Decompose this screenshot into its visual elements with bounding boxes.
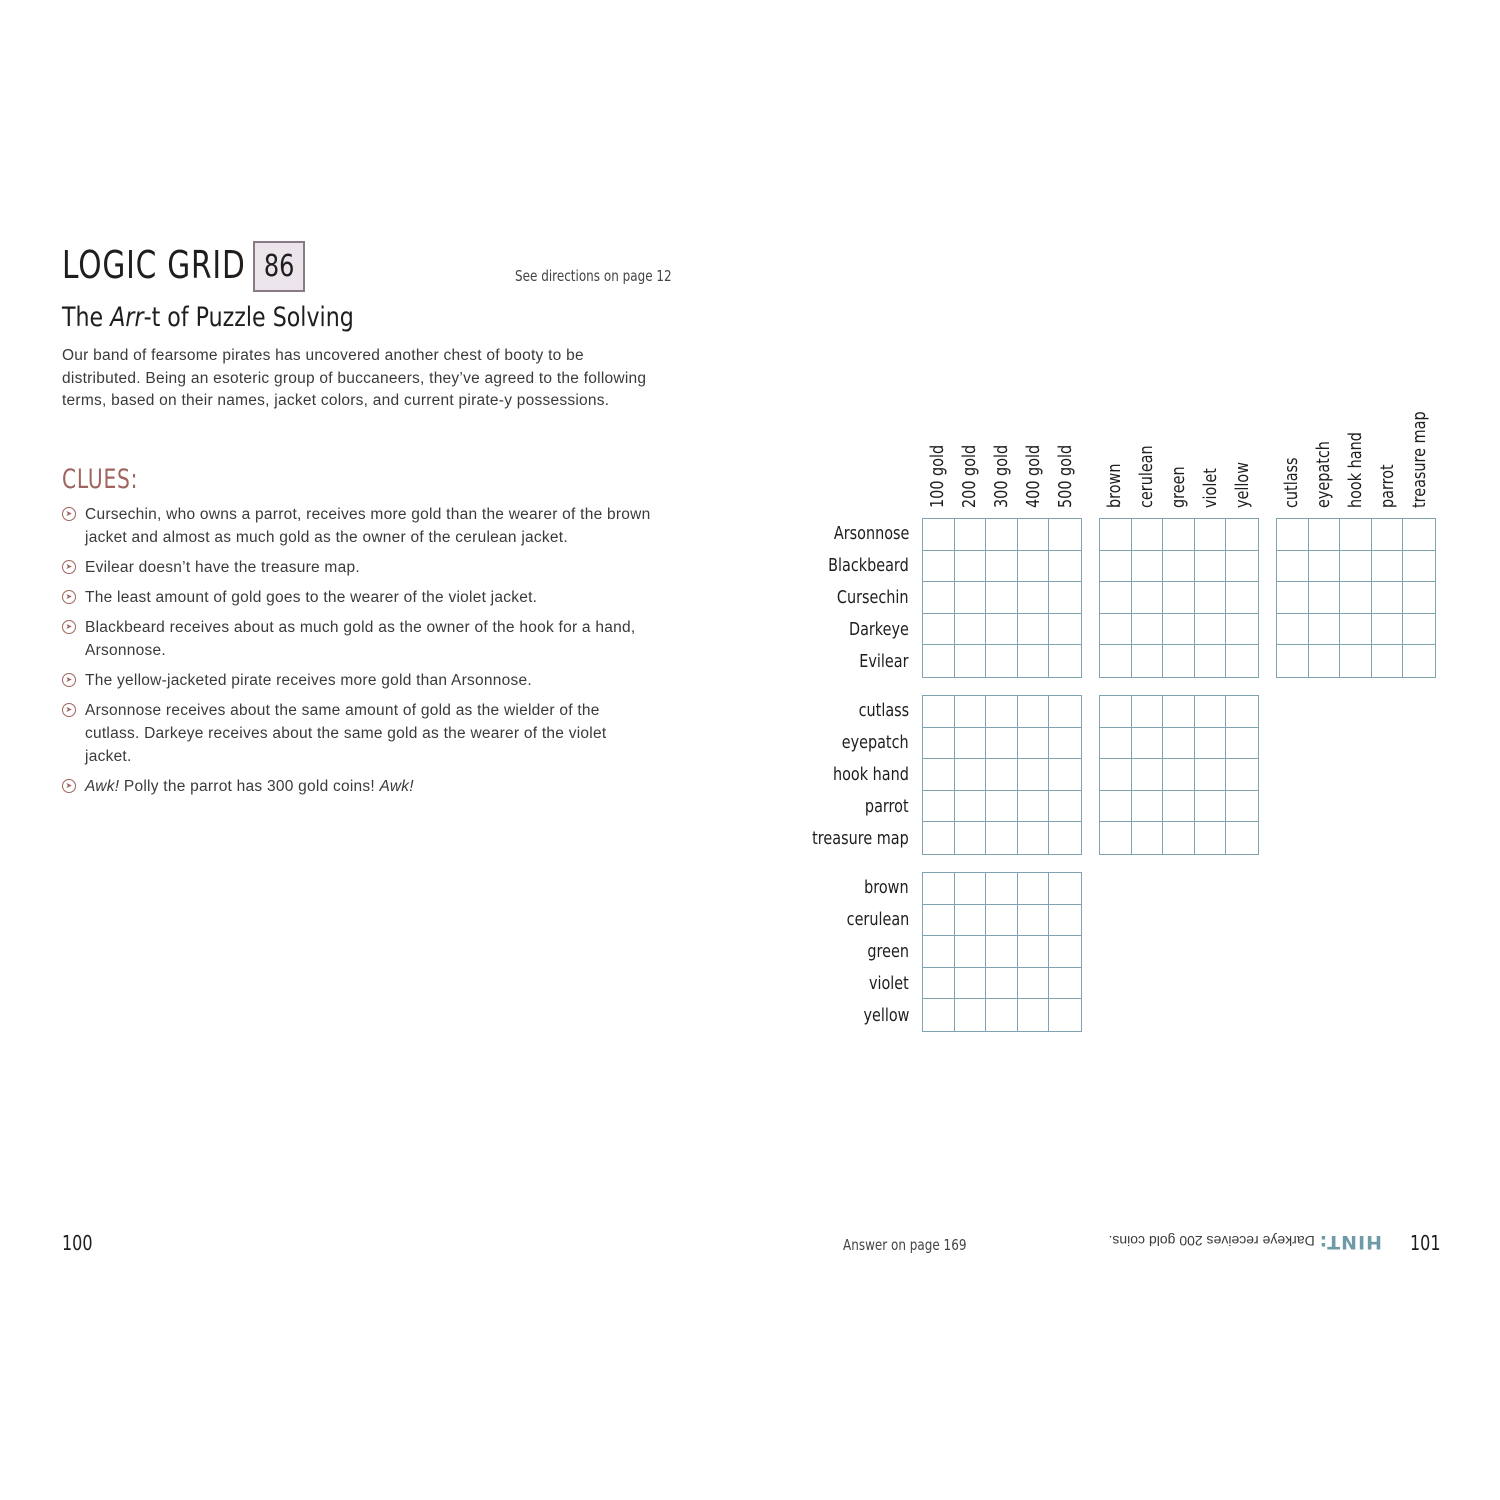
row-header [709, 936, 909, 968]
grid-cell[interactable] [1226, 696, 1258, 728]
clue-text: Cursechin, who owns a parrot, receives more gold than the wearer of the brown jacket and almost as much gold as the owner of the cerulean jacket. [85, 506, 651, 546]
arrow-bullet-icon: ➤ [62, 673, 76, 687]
grid-cell[interactable] [1195, 645, 1227, 677]
grid-cell[interactable] [1163, 728, 1195, 760]
grid-cell[interactable] [923, 519, 955, 551]
arrow-bullet-icon: ➤ [62, 703, 76, 717]
grid-cell[interactable] [1018, 999, 1050, 1031]
grid-cell[interactable] [1163, 791, 1195, 823]
grid-cell[interactable] [1049, 519, 1081, 551]
grid-cell[interactable] [986, 791, 1018, 823]
grid-cell[interactable] [1100, 614, 1132, 646]
grid-cell[interactable] [986, 614, 1018, 646]
grid-cell[interactable] [1049, 822, 1081, 854]
grid-cell[interactable] [1018, 728, 1050, 760]
row-header [709, 968, 909, 1000]
grid-cell[interactable] [1226, 582, 1258, 614]
clue-item [62, 587, 652, 610]
column-header [986, 388, 1018, 508]
grid-cell[interactable] [1163, 759, 1195, 791]
grid-cell[interactable] [1049, 968, 1081, 1000]
grid-cell[interactable] [986, 936, 1018, 968]
grid-cell[interactable] [1403, 551, 1435, 583]
grid-cell[interactable] [986, 999, 1018, 1031]
grid-cell[interactable] [1277, 614, 1309, 646]
grid-cell[interactable] [1195, 822, 1227, 854]
subtitle-italic: Arr [110, 302, 144, 333]
grid-cell[interactable] [1309, 645, 1341, 677]
grid-cell[interactable] [923, 968, 955, 1000]
row-header-text: cerulean [846, 909, 909, 930]
column-header-text: hook hand [1345, 432, 1366, 508]
grid-cell[interactable] [1018, 519, 1050, 551]
grid-cell[interactable] [955, 759, 987, 791]
grid-cell[interactable] [1403, 519, 1435, 551]
grid-cell[interactable] [1049, 936, 1081, 968]
grid-cell[interactable] [1049, 696, 1081, 728]
grid-cell[interactable] [1226, 645, 1258, 677]
grid-cell[interactable] [1372, 551, 1404, 583]
grid-cell[interactable] [1018, 645, 1050, 677]
row-header [709, 646, 909, 678]
grid-cell[interactable] [1403, 582, 1435, 614]
row-header [709, 582, 909, 614]
row-header [709, 550, 909, 582]
row-header-text: parrot [865, 796, 909, 817]
puzzle-subtitle [62, 302, 354, 333]
grid-cell[interactable] [1100, 696, 1132, 728]
grid-cell[interactable] [1195, 728, 1227, 760]
column-header-text: cutlass [1281, 457, 1302, 508]
row-header-text: violet [869, 973, 909, 994]
grid-cell[interactable] [986, 551, 1018, 583]
grid-cell[interactable] [1277, 519, 1309, 551]
column-header [1372, 388, 1404, 508]
column-header [1050, 388, 1082, 508]
grid-cell[interactable] [1195, 791, 1227, 823]
column-header-text: eyepatch [1313, 441, 1334, 508]
grid-cell[interactable] [1132, 614, 1164, 646]
column-header-text: violet [1200, 468, 1221, 508]
row-header-text: green [867, 941, 909, 962]
grid-cell[interactable] [923, 645, 955, 677]
grid-cell[interactable] [923, 728, 955, 760]
puzzle-title: LOGIC GRID [62, 243, 246, 287]
row-header-text: hook hand [833, 764, 909, 785]
row-header-text: yellow [863, 1005, 909, 1026]
grid-cell[interactable] [1100, 519, 1132, 551]
grid-cell[interactable] [986, 645, 1018, 677]
grid-cell[interactable] [1132, 759, 1164, 791]
grid-block-row-items-x-colors [1099, 695, 1259, 855]
grid-cell[interactable] [1018, 551, 1050, 583]
clue-item [62, 670, 652, 693]
clue-text: Arsonnose receives about the same amount of gold as the wielder of the cutlass. Darkeye receives about the same gold as the wearer of the violet jacket. [85, 702, 607, 765]
grid-cell[interactable] [955, 519, 987, 551]
right-page-number: 101 [1410, 1231, 1441, 1255]
grid-cell[interactable] [1340, 582, 1372, 614]
grid-cell[interactable] [1195, 696, 1227, 728]
grid-cell[interactable] [1049, 873, 1081, 905]
column-header-text: 500 gold [1055, 444, 1076, 508]
grid-cell[interactable] [986, 728, 1018, 760]
grid-cell[interactable] [955, 614, 987, 646]
clue-text: Polly the parrot has 300 gold coins! [119, 778, 380, 796]
grid-cell[interactable] [1372, 519, 1404, 551]
column-header [1195, 388, 1227, 508]
grid-cell[interactable] [1163, 822, 1195, 854]
grid-cell[interactable] [923, 822, 955, 854]
grid-cell[interactable] [1049, 905, 1081, 937]
grid-cell[interactable] [1100, 759, 1132, 791]
grid-cell[interactable] [1403, 645, 1435, 677]
grid-cell[interactable] [1049, 791, 1081, 823]
grid-cell[interactable] [1018, 822, 1050, 854]
upside-down-hint [1108, 1231, 1382, 1253]
column-header-text: 400 gold [1023, 444, 1044, 508]
column-header [1131, 388, 1163, 508]
grid-block-pirates-x-items [1276, 518, 1436, 678]
grid-cell[interactable] [955, 905, 987, 937]
grid-cell[interactable] [1340, 519, 1372, 551]
column-header [1276, 388, 1308, 508]
clue-text: Evilear doesn’t have the treasure map. [85, 558, 360, 576]
grid-cell[interactable] [1018, 968, 1050, 1000]
column-header-text: 300 gold [991, 444, 1012, 508]
grid-cell[interactable] [923, 696, 955, 728]
grid-cell[interactable] [1372, 614, 1404, 646]
grid-cell[interactable] [1309, 614, 1341, 646]
grid-cell[interactable] [1018, 936, 1050, 968]
grid-cell[interactable] [1100, 645, 1132, 677]
column-header [1099, 388, 1131, 508]
left-page-number: 100 [62, 1231, 93, 1255]
grid-block-pirates-x-colors [1099, 518, 1259, 678]
subtitle-end: -t of Puzzle Solving [143, 302, 354, 333]
grid-cell[interactable] [923, 999, 955, 1031]
grid-cell[interactable] [1340, 551, 1372, 583]
clue-list [62, 504, 652, 806]
puzzle-number-badge [253, 241, 305, 292]
grid-cell[interactable] [955, 645, 987, 677]
grid-cell[interactable] [955, 728, 987, 760]
grid-cell[interactable] [1049, 582, 1081, 614]
column-header-text: cerulean [1136, 445, 1157, 508]
grid-cell[interactable] [1372, 582, 1404, 614]
grid-cell[interactable] [1226, 728, 1258, 760]
clue-item [62, 557, 652, 580]
row-header-text: Blackbeard [828, 555, 909, 576]
grid-cell[interactable] [1049, 614, 1081, 646]
grid-cell[interactable] [1132, 645, 1164, 677]
grid-cell[interactable] [1100, 582, 1132, 614]
column-header [1227, 388, 1259, 508]
grid-cell[interactable] [1277, 582, 1309, 614]
grid-cell[interactable] [955, 551, 987, 583]
row-header-text: Darkeye [849, 619, 909, 640]
grid-cell[interactable] [1226, 791, 1258, 823]
grid-cell[interactable] [1195, 582, 1227, 614]
intro-paragraph: Our band of fearsome pirates has uncovered another chest of booty to be distributed. Being an esoteric group of buccaneers, they’ve agreed to the following terms, based on their names, jacket colors, and current pirate-y possessions. [62, 347, 647, 410]
grid-cell[interactable] [1277, 645, 1309, 677]
row-header-text: brown [864, 877, 909, 898]
grid-cell[interactable] [986, 582, 1018, 614]
grid-cell[interactable] [1132, 822, 1164, 854]
column-header [954, 388, 986, 508]
subtitle-start: The [62, 302, 111, 333]
clue-text: Blackbeard receives about as much gold as the owner of the hook for a hand, Arsonnose. [85, 619, 636, 660]
row-header [709, 904, 909, 936]
grid-cell[interactable] [1049, 645, 1081, 677]
arrow-bullet-icon: ➤ [62, 560, 76, 574]
row-header [709, 518, 909, 550]
row-header [709, 823, 909, 855]
column-header [1308, 388, 1340, 508]
grid-cell[interactable] [923, 551, 955, 583]
grid-cell[interactable] [923, 873, 955, 905]
row-header-text: Evilear [859, 651, 909, 672]
column-header-text: brown [1104, 463, 1125, 508]
grid-cell[interactable] [955, 999, 987, 1031]
grid-cell[interactable] [1226, 519, 1258, 551]
column-header-text: yellow [1232, 462, 1253, 508]
grid-block-pirates-x-gold [922, 518, 1082, 678]
grid-cell[interactable] [1132, 696, 1164, 728]
column-header-text: treasure map [1409, 411, 1430, 508]
clue-text: The yellow-jacketed pirate receives more gold than Arsonnose. [85, 672, 532, 690]
grid-cell[interactable] [1226, 551, 1258, 583]
arrow-bullet-icon: ➤ [62, 590, 76, 604]
grid-cell[interactable] [1226, 614, 1258, 646]
grid-cell[interactable] [955, 582, 987, 614]
grid-cell[interactable] [1018, 759, 1050, 791]
row-header [709, 614, 909, 646]
grid-cell[interactable] [1049, 551, 1081, 583]
column-header [1163, 388, 1195, 508]
row-header [709, 727, 909, 759]
clue-item [62, 700, 652, 768]
grid-block-row-items-x-gold [922, 695, 1082, 855]
row-header [709, 791, 909, 823]
grid-cell[interactable] [923, 759, 955, 791]
grid-cell[interactable] [1132, 582, 1164, 614]
clue-text-italic: Awk! [85, 778, 120, 796]
grid-cell[interactable] [1309, 551, 1341, 583]
grid-cell[interactable] [1163, 551, 1195, 583]
grid-cell[interactable] [986, 696, 1018, 728]
grid-cell[interactable] [923, 936, 955, 968]
clue-item [62, 617, 652, 662]
grid-cell[interactable] [1018, 614, 1050, 646]
grid-cell[interactable] [1403, 614, 1435, 646]
column-header [922, 388, 954, 508]
grid-cell[interactable] [1340, 614, 1372, 646]
grid-cell[interactable] [1195, 551, 1227, 583]
grid-cell[interactable] [1018, 582, 1050, 614]
grid-cell[interactable] [1195, 614, 1227, 646]
clue-text: The least amount of gold goes to the wearer of the violet jacket. [85, 589, 538, 607]
grid-cell[interactable] [986, 759, 1018, 791]
arrow-bullet-icon: ➤ [62, 507, 76, 521]
grid-cell[interactable] [1372, 645, 1404, 677]
column-header [1340, 388, 1372, 508]
grid-cell[interactable] [923, 905, 955, 937]
row-header-text: Arsonnose [833, 523, 909, 544]
clue-text-italic: Awk! [379, 778, 414, 796]
grid-cell[interactable] [1100, 791, 1132, 823]
clue-item [62, 776, 652, 799]
row-header-text: cutlass [858, 700, 909, 721]
arrow-bullet-icon: ➤ [62, 779, 76, 793]
column-header [1018, 388, 1050, 508]
grid-cell[interactable] [1163, 614, 1195, 646]
grid-cell[interactable] [1100, 551, 1132, 583]
column-header [1404, 388, 1436, 508]
grid-cell[interactable] [1226, 822, 1258, 854]
grid-cell[interactable] [1309, 519, 1341, 551]
grid-cell[interactable] [1100, 822, 1132, 854]
answer-note: Answer on page 169 [843, 1236, 967, 1254]
grid-block-row-colors-x-gold [922, 872, 1082, 1032]
grid-cell[interactable] [955, 936, 987, 968]
clues-heading: CLUES: [62, 464, 139, 495]
column-header-text: 100 gold [927, 444, 948, 508]
column-header-text: parrot [1377, 464, 1398, 508]
row-header [709, 872, 909, 904]
grid-cell[interactable] [1132, 791, 1164, 823]
hint-text: Darkeye receives 200 gold coins. [1108, 1233, 1315, 1249]
directions-note: See directions on page 12 [515, 267, 672, 285]
arrow-bullet-icon: ➤ [62, 620, 76, 634]
row-header [709, 1000, 909, 1032]
grid-cell[interactable] [1277, 551, 1309, 583]
column-header-text: 200 gold [959, 444, 980, 508]
grid-cell[interactable] [955, 968, 987, 1000]
row-header-text: treasure map [812, 828, 909, 849]
grid-cell[interactable] [923, 614, 955, 646]
grid-cell[interactable] [955, 822, 987, 854]
grid-cell[interactable] [1163, 645, 1195, 677]
grid-cell[interactable] [1195, 759, 1227, 791]
grid-cell[interactable] [923, 582, 955, 614]
grid-cell[interactable] [1100, 728, 1132, 760]
grid-cell[interactable] [1049, 728, 1081, 760]
grid-cell[interactable] [1163, 582, 1195, 614]
row-header [709, 759, 909, 791]
grid-cell[interactable] [1195, 519, 1227, 551]
grid-cell[interactable] [1018, 873, 1050, 905]
grid-cell[interactable] [955, 873, 987, 905]
grid-cell[interactable] [923, 791, 955, 823]
grid-cell[interactable] [1049, 999, 1081, 1031]
grid-cell[interactable] [1132, 519, 1164, 551]
grid-cell[interactable] [986, 873, 1018, 905]
grid-cell[interactable] [955, 696, 987, 728]
grid-cell[interactable] [1049, 759, 1081, 791]
row-header-text: eyepatch [842, 732, 909, 753]
row-header-text: Cursechin [837, 587, 909, 608]
grid-cell[interactable] [1309, 582, 1341, 614]
grid-cell[interactable] [1018, 905, 1050, 937]
grid-cell[interactable] [986, 822, 1018, 854]
grid-cell[interactable] [1018, 696, 1050, 728]
grid-cell[interactable] [1340, 645, 1372, 677]
grid-cell[interactable] [1226, 759, 1258, 791]
row-header [709, 695, 909, 727]
grid-cell[interactable] [1163, 696, 1195, 728]
grid-cell[interactable] [1132, 728, 1164, 760]
hint-label: HINT: [1318, 1231, 1382, 1253]
grid-cell[interactable] [986, 968, 1018, 1000]
grid-cell[interactable] [1018, 791, 1050, 823]
grid-cell[interactable] [1132, 551, 1164, 583]
grid-cell[interactable] [986, 519, 1018, 551]
grid-cell[interactable] [986, 905, 1018, 937]
clue-item [62, 504, 652, 549]
column-header-text: green [1168, 466, 1189, 508]
puzzle-number: 86 [263, 249, 295, 284]
grid-cell[interactable] [955, 791, 987, 823]
grid-cell[interactable] [1163, 519, 1195, 551]
